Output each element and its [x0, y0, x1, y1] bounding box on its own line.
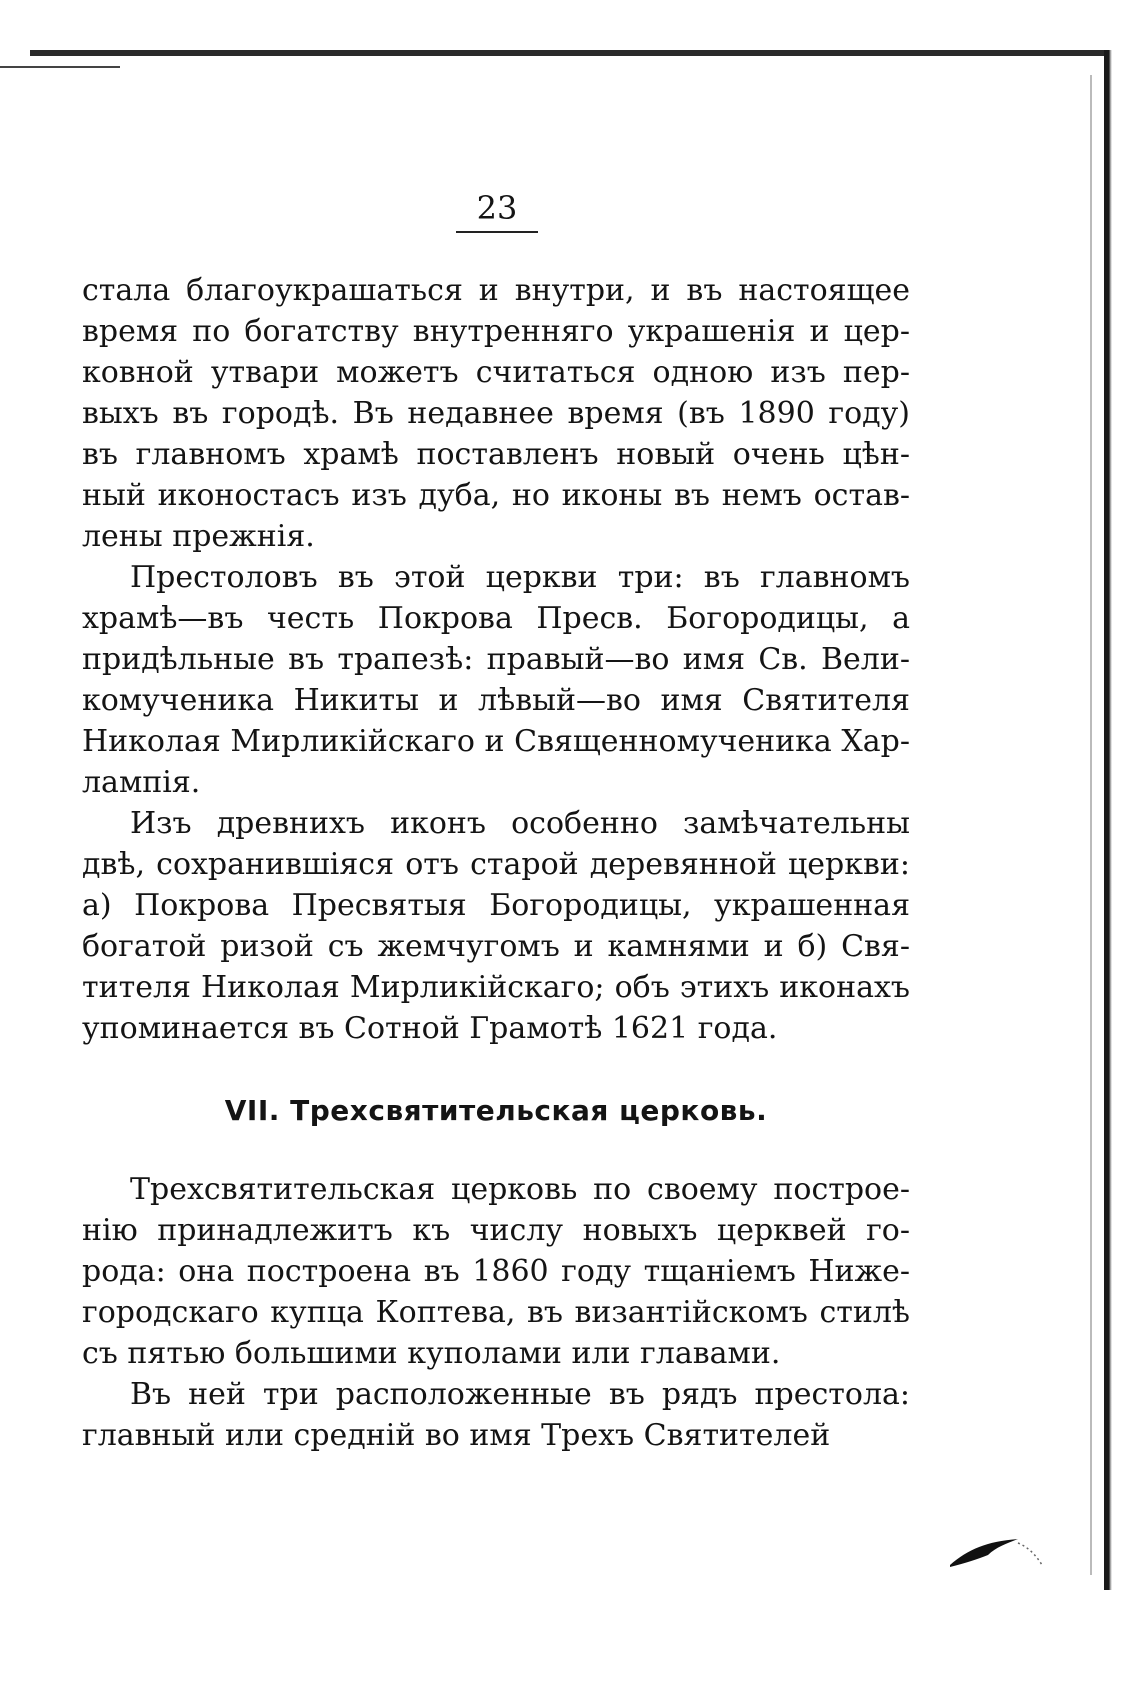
section-heading: VII. Трехсвятительская церковь.	[224, 1094, 768, 1127]
paragraph-icons: Изъ древнихъ иконъ особенно замѣчательны двѣ, сохранившіяся отъ старой деревянной церкви: а) Покрова Пресвятыя Богородицы, украшенная богатой ризой съ жемчугомъ и камнями и б) Святителя Николая Мирликійскаго; объ этихъ иконахъ упоминается въ Сотной Грамотѣ 1621 года.	[82, 806, 910, 1046]
page-right-edge	[1104, 50, 1112, 1590]
page-right-edge-inner	[1090, 75, 1092, 1575]
paragraph-thrones: Въ ней три расположенные въ рядъ престола: главный или средній во имя Трехъ Святителей	[82, 1377, 910, 1453]
page-number: 23	[456, 188, 538, 233]
page-top-edge	[30, 50, 1112, 56]
paragraph-continuation: стала благоукрашаться и внутри, и въ настоящее время по богатству внутренняго украшенія и церковной утвари можетъ считаться одною изъ первыхъ въ городѣ. Въ недавнее время (въ 1890 году) въ главномъ храмѣ поставленъ новый очень цѣнный иконостасъ изъ дуба, но иконы въ немъ оставлены прежнія.	[82, 273, 910, 554]
paragraph-trekhsvyatitelskaya: Трехсвятительская церковь по своему построенію принадлежитъ къ числу новыхъ церквей города: она построена въ 1860 году тщаніемъ Нижегородскаго купца Коптева, въ византійскомъ стилѣ съ пятью большими куполами или главами.	[82, 1172, 910, 1371]
page-body	[82, 270, 910, 1456]
page-top-edge-shadow	[0, 66, 120, 68]
paragraph-altars: Престоловъ въ этой церкви три: въ главномъ храмѣ—въ честь Покрова Пресв. Богородицы, а придѣльные въ трапезѣ: правый—во имя Св. Великомученика Никиты и лѣвый—во имя Святителя Николая Мирликійскаго и Священномученика Харлампія.	[82, 560, 910, 800]
ink-blot-mark	[948, 1535, 1044, 1569]
